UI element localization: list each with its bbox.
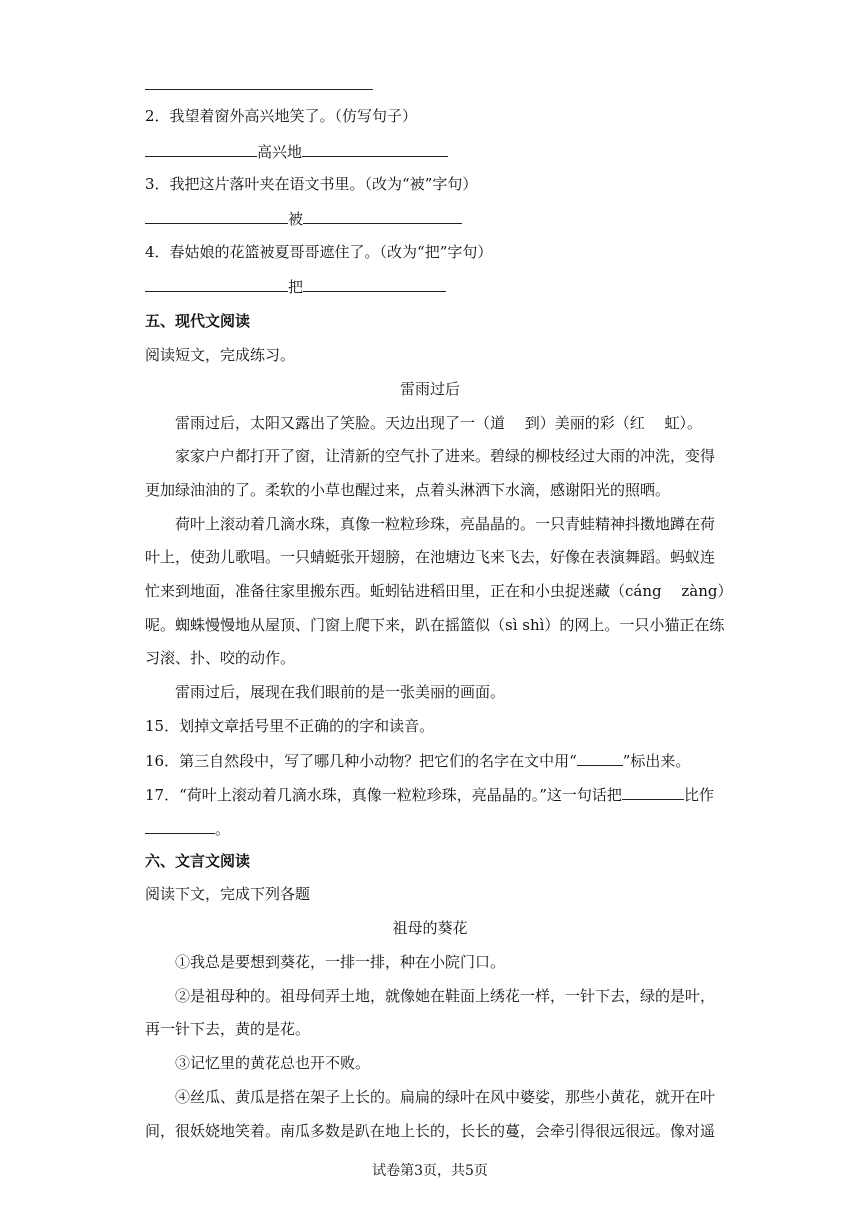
passage-1-line: 雷雨过后，展现在我们眼前的是一张美丽的画面。 bbox=[175, 683, 506, 701]
question-2: 2．我望着窗外高兴地笑了。（仿写句子） bbox=[145, 107, 418, 125]
section-6-heading: 六、文言文阅读 bbox=[145, 852, 251, 870]
answer-blank bbox=[577, 750, 623, 766]
answer-mid-word: 把 bbox=[288, 278, 304, 296]
passage-2-line: 再一针下去，黄的是花。 bbox=[145, 1020, 311, 1038]
passage-2-title: 祖母的葵花 bbox=[392, 919, 468, 937]
passage-1-line: 习滚、扑、咬的动作。 bbox=[145, 649, 296, 667]
answer-blank bbox=[145, 141, 257, 157]
answer-blank bbox=[145, 208, 288, 224]
passage-1-title: 雷雨过后 bbox=[399, 380, 460, 398]
passage-2-line: 间，很妖娆地笑着。南瓜多数是趴在地上长的，长长的蔓，会牵引得很远很远。像对遥 bbox=[145, 1122, 716, 1140]
question-16-text: 16．第三自然段中，写了哪几种小动物？把它们的名字在文中用“ bbox=[145, 752, 577, 770]
question-4: 4．春姑娘的花篮被夏哥哥遮住了。（改为“把”字句） bbox=[145, 243, 493, 261]
answer-row-q3 bbox=[145, 208, 462, 229]
answer-blank bbox=[145, 276, 288, 292]
passage-2-line: ③记忆里的黄花总也开不败。 bbox=[175, 1054, 371, 1072]
answer-row-q2 bbox=[145, 141, 448, 162]
answer-blank bbox=[303, 276, 446, 292]
section-5-instruction: 阅读短文，完成练习。 bbox=[145, 346, 296, 364]
question-16 bbox=[145, 750, 690, 771]
question-17 bbox=[145, 784, 714, 805]
answer-blank bbox=[622, 784, 684, 800]
answer-line-q1 bbox=[145, 89, 373, 90]
question-15: 15．划掉文章括号里不正确的的字和读音。 bbox=[145, 717, 435, 735]
question-17-continued bbox=[145, 818, 230, 839]
answer-blank bbox=[302, 141, 448, 157]
answer-mid-word: 被 bbox=[288, 210, 304, 228]
question-17-end: 。 bbox=[215, 820, 231, 838]
answer-mid-word: 高兴地 bbox=[257, 143, 303, 161]
passage-1-line: 更加绿油油的了。柔软的小草也醒过来，点着头淋洒下水滴，感谢阳光的照晒。 bbox=[145, 481, 671, 499]
section-6-instruction: 阅读下文，完成下列各题 bbox=[145, 885, 311, 903]
section-5-heading: 五、现代文阅读 bbox=[145, 312, 251, 330]
answer-row-q4 bbox=[145, 276, 446, 297]
question-17-mid: 比作 bbox=[683, 786, 714, 804]
passage-2-line: ④丝瓜、黄瓜是搭在架子上长的。扁扁的绿叶在风中婆娑，那些小黄花，就开在叶 bbox=[175, 1088, 716, 1106]
page-footer: 试卷第3页，共5页 bbox=[372, 1163, 488, 1179]
answer-blank bbox=[145, 818, 215, 834]
passage-1-line: 家家户户都打开了窗，让清新的空气扑了进来。碧绿的柳枝经过大雨的冲洗，变得 bbox=[175, 447, 716, 465]
question-3: 3．我把这片落叶夹在语文书里。（改为“被”字句） bbox=[145, 175, 478, 193]
passage-1-line: 叶上，使劲儿歌唱。一只蜻蜓张开翅膀，在池塘边飞来飞去，好像在表演舞蹈。蚂蚁连 bbox=[145, 548, 716, 566]
passage-1-line: 雷雨过后，太阳又露出了笑脸。天边出现了一（道 到）美丽的彩（红 虹）。 bbox=[175, 414, 703, 432]
passage-1-line: 忙来到地面，准备往家里搬东西。蚯蚓钻进稻田里，正在和小虫捉迷藏（cáng zàng） bbox=[145, 582, 733, 600]
passage-1-line: 荷叶上滚动着几滴水珠，真像一粒粒珍珠，亮晶晶的。一只青蛙精神抖擞地蹲在荷 bbox=[175, 515, 716, 533]
question-17-text: 17．“荷叶上滚动着几滴水珠，真像一粒粒珍珠，亮晶晶的。”这一句话把 bbox=[145, 786, 622, 804]
passage-2-line: ①我总是要想到葵花，一排一排，种在小院门口。 bbox=[175, 953, 506, 971]
answer-blank bbox=[303, 208, 462, 224]
passage-2-line: ②是祖母种的。祖母伺弄土地，就像她在鞋面上绣花一样，一针下去，绿的是叶， bbox=[175, 987, 716, 1005]
passage-1-line: 呢。蜘蛛慢慢地从屋顶、门窗上爬下来，趴在摇篮似（sì shì）的网上。一只小猫正在练 bbox=[145, 616, 725, 634]
question-16-text-end: ”标出来。 bbox=[622, 752, 691, 770]
